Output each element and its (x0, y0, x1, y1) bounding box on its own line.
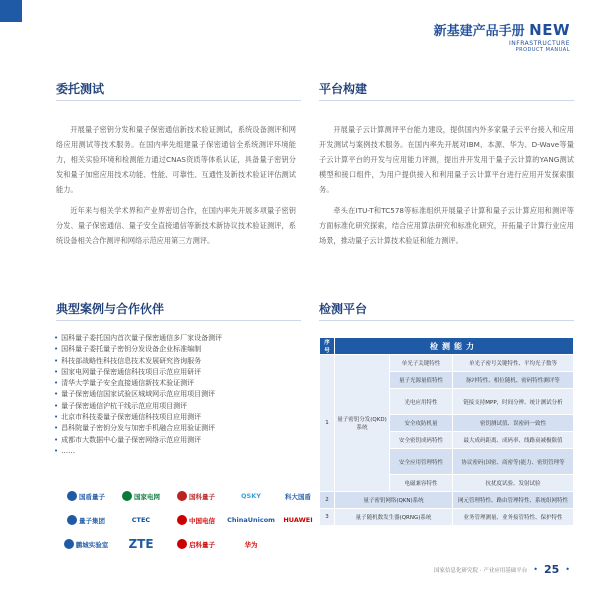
section-divider (319, 100, 574, 101)
table-cell: 光电应用特性 (390, 389, 453, 415)
manual-subtitle-2: PRODUCT MANUAL (515, 47, 570, 53)
section-divider (56, 100, 301, 101)
entrust-paragraph-2: 近年来与相关学术界和产业界密切合作，在国内率先开展多项量子密钥分发、量子保密通信、量子安全直接通信等新技术新协议技术验证测评，系统设备相关合作测评和网络示范应用第三方测评。 (56, 206, 296, 245)
partner-logo: 中国电信 (170, 512, 222, 528)
partner-logo: HUAWEI (283, 516, 313, 524)
partner-logo: ChinaUnicom (227, 516, 275, 524)
list-item: • 量子保密通信沪杭干线示范应用项目测评 (54, 401, 294, 412)
list-item: • 国科量子委托国内首次量子保密通信多厂家设备测评 (54, 333, 294, 344)
table-cell: 3 (320, 509, 335, 526)
table-cell: 安全应用管理特性 (390, 449, 453, 475)
table-cell: 密钥测试值、误密码一致性 (453, 415, 574, 432)
table-cell: 量子密钥分发(QKD)系统 (335, 355, 390, 492)
table-cell: 协议密码(国密、商密等)能力、密钥管理等 (453, 449, 574, 475)
table-cell: 量子光源量值特性 (390, 372, 453, 389)
partner-logo: 鹏城实验室 (60, 536, 112, 552)
table-cell: 量子随机数发生器(QRNG)系统 (335, 509, 453, 526)
table-cell: 最大成码距离、成码率、线路衰减极限值 (453, 432, 574, 449)
list-item: • 北京市科技委量子保密通信科技项目应用测评 (54, 412, 294, 423)
table-cell: 链接支持MPP，时间分辨、统计测试分析 (453, 389, 574, 415)
table-cell: 业务管理测量、业务接管特性、保护特性 (453, 509, 574, 526)
manual-title (434, 20, 570, 39)
manual-title-en: NEW (529, 21, 570, 39)
list-item: • 清华大学量子安全直接通信新技术验证测评 (54, 378, 294, 389)
platform-paragraph-1: 开展量子云计算测评平台能力建设，提供国内外多家量子云平台接入和应用开发测试与案例技术服务。在国内率先开展对IBM、本源、华为、D-Wave等量子云计算平台的开发与应用能力评测，提出并开发用于量子云计算的YANG测试模型和接口组件，为用户提供接入和利用量子云计算平台进行应用开发探索服务。 (319, 125, 574, 194)
list-item: • 昌科院量子密钥分发与加密手机融合应用验证测评 (54, 423, 294, 434)
table-cell: 安全密钥成码特性 (390, 432, 453, 449)
list-item: • 科技部战略性科技信息技术发展研究咨询服务 (54, 356, 294, 367)
table-header-num: 序号 (320, 338, 335, 355)
section-title-platform: 平台构建 (319, 82, 368, 96)
list-item: • …… (54, 446, 294, 457)
table-cell: 网元管理特性、路由管理特性、系统组网特性 (453, 492, 574, 509)
table-cell: 单光子密号关键特性、平均光子数等 (453, 355, 574, 372)
section-title-entrust: 委托测试 (56, 82, 105, 96)
table-header-cap: 检测能力 (335, 338, 574, 355)
partner-logo: QSKY (241, 492, 261, 500)
partner-logo: ZTE (128, 537, 154, 551)
table-cell: 脉冲特性、相位随机、密码特性测评等 (453, 372, 574, 389)
bullet-icon: • (533, 565, 538, 574)
list-item: • 国科量子委托量子密钥分发设备企业标准编制 (54, 344, 294, 355)
platform-text (319, 122, 574, 254)
partner-logo: 启科量子 (170, 536, 222, 552)
corner-accent-block (0, 0, 22, 22)
table-cell: 1 (320, 355, 335, 492)
section-divider (56, 320, 301, 321)
section-divider (319, 320, 574, 321)
partner-logo: 国家电网 (115, 488, 167, 504)
entrust-paragraph-1: 开展量子密钥分发和量子保密通信新技术验证测试，系统设备测评和网络应用测试等技术服务。在国内率先组建量子保密通信全系统测评环境能力，相关实验环境和检测能力通过CNAS资质等体系认证，具备量子密钥分发和量子加密应用技术功能、性能、可靠性、互通性及新技术验证评估测试能力。 (56, 125, 296, 194)
table-cell: 安全攻防机量 (390, 415, 453, 432)
section-title-cases: 典型案例与合作伙伴 (56, 302, 165, 316)
table-cell: 电磁兼容特性 (390, 475, 453, 492)
partner-logo: 国盾量子 (60, 488, 112, 504)
list-item: • 量子保密通信国家试验区城域网示范应用项目测评 (54, 389, 294, 400)
partner-logo: 量子集团 (60, 512, 112, 528)
manual-subtitle-1: INFRASTRUCTURE (509, 40, 570, 47)
partner-logo: 国科量子 (170, 488, 222, 504)
list-item: • 国家电网量子保密通信科技项目示范应用研评 (54, 367, 294, 378)
partner-logo: CTEC (131, 516, 151, 524)
case-list (54, 333, 294, 457)
bullet-icon: • (565, 565, 570, 574)
header (434, 20, 570, 53)
table-cell: 2 (320, 492, 335, 509)
page-number: 25 (543, 563, 560, 576)
list-item: • 成都市大数据中心量子保密网络示范应用测评 (54, 435, 294, 446)
table-cell: 单光子关键特性 (390, 355, 453, 372)
footer-text: 国家信息化研究院 · 产业应用基础平台 (434, 567, 528, 574)
table-cell: 抗扰度试验、发射试验 (453, 475, 574, 492)
manual-title-cn: 新基建产品手册 (433, 24, 525, 39)
platform-paragraph-2: 牵头在ITU-T和TC578等标准组织开展量子计算和量子云计算应用和测评等方面标准化研究探索，结合应用算法研究和标准化研究，开拓量子计算行业应用场景，推动量子云计算技术验证和能力测评。 (319, 206, 574, 245)
footer (434, 563, 570, 576)
table-cell: 量子密钥网络(QKN)系统 (335, 492, 453, 509)
entrust-text (56, 122, 296, 254)
partner-logo: 华为 (244, 540, 258, 549)
section-title-test-platform: 检测平台 (319, 302, 368, 316)
capability-table (319, 337, 574, 526)
partner-logo: 科大国盾 (285, 492, 311, 501)
partner-logos (60, 488, 313, 578)
